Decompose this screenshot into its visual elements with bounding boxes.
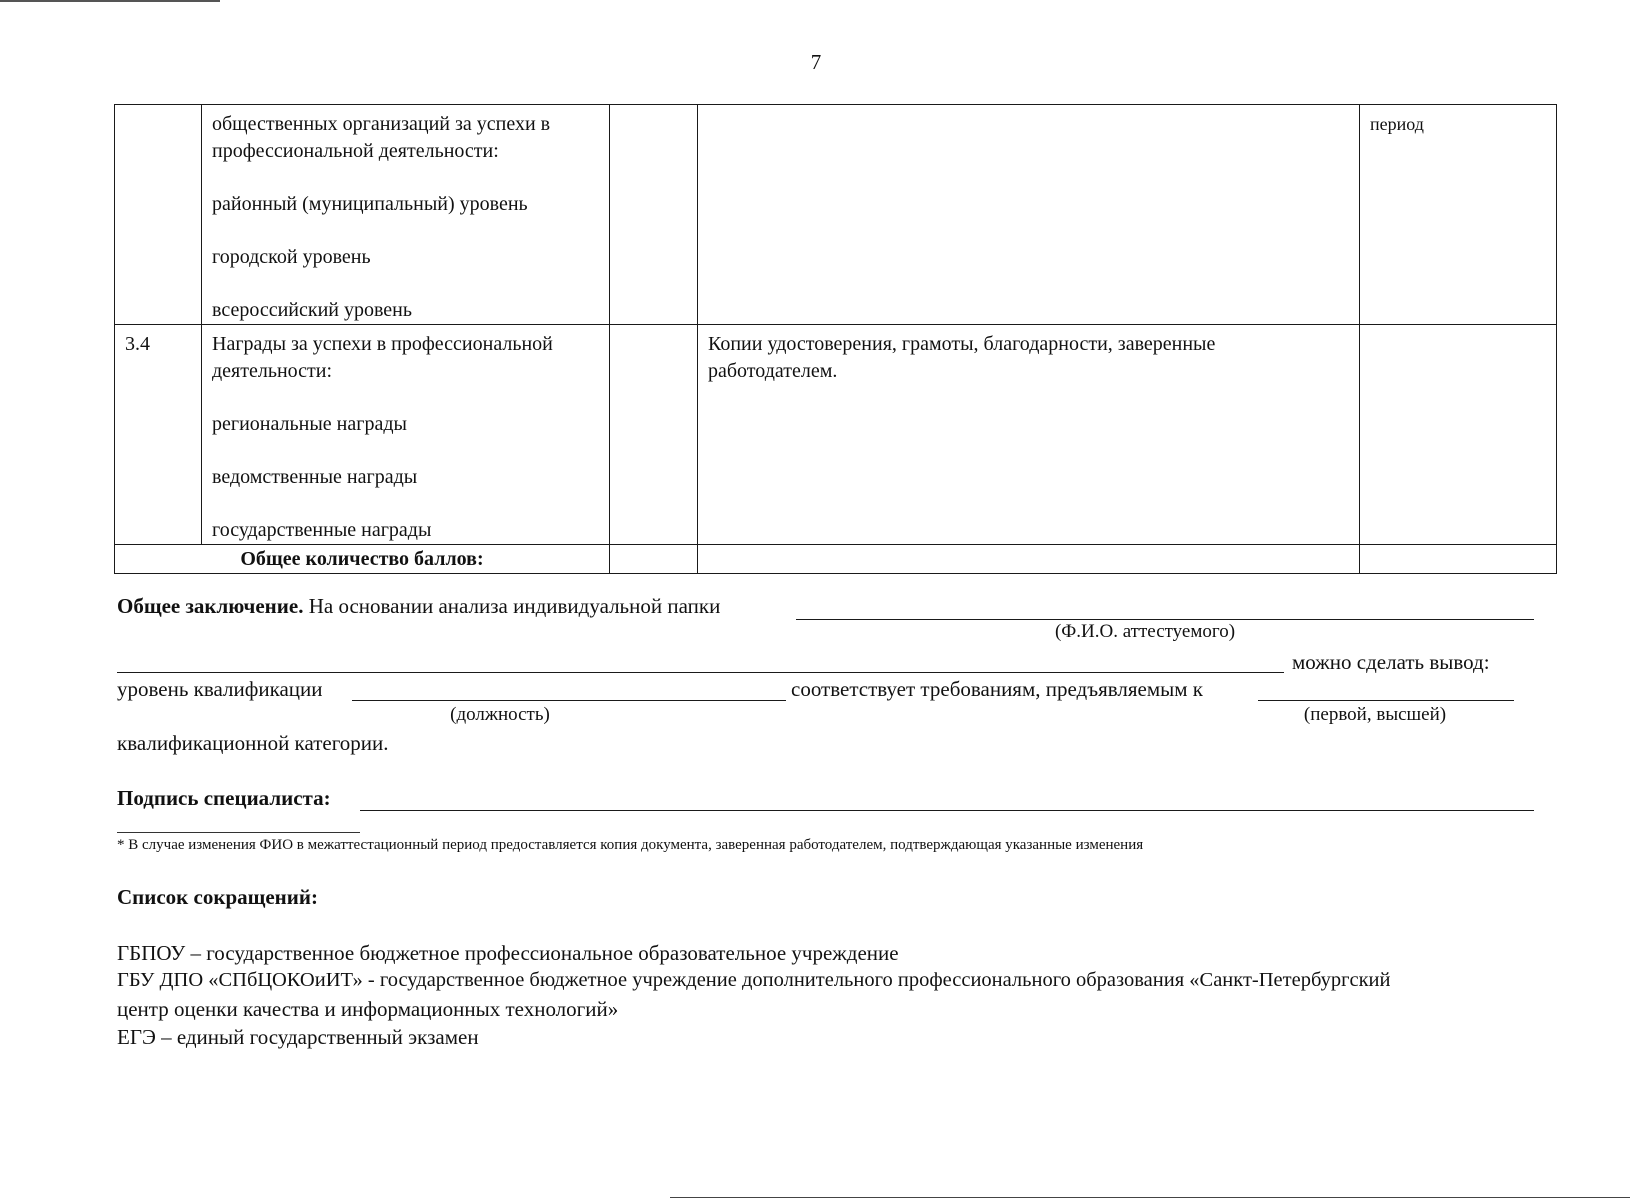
row-number-cell: 3.4 — [115, 325, 202, 545]
criterion-line: региональные награды — [212, 413, 407, 435]
score-cell — [610, 105, 698, 325]
category-blank-line — [1258, 700, 1514, 701]
criterion-line: городской уровень — [212, 246, 371, 268]
documents-cell — [698, 325, 1360, 545]
criterion-cell — [202, 325, 610, 545]
footnote: * В случае изменения ФИО в межаттестационный период предоставляется копия документа, заверенная работодателем, подтверждающая указанные изменения — [117, 837, 1144, 853]
criterion-line: деятельности: — [212, 360, 333, 382]
fio-continuation-line — [117, 672, 1284, 673]
signature-label: Подпись специалиста: — [117, 786, 331, 810]
total-label: Общее количество баллов: — [115, 545, 610, 574]
documents-text: Копии удостоверения, грамоты, благодарности, заверенные работодателем. — [708, 333, 1216, 382]
criterion-line: всероссийский уровень — [212, 299, 413, 321]
abbreviation-line: ЕГЭ – единый государственный экзамен — [117, 1025, 479, 1049]
note-cell — [1360, 325, 1557, 545]
qualification-label: уровень квалификации — [117, 677, 323, 701]
conclusion-line-1 — [117, 594, 720, 619]
total-note-cell — [1360, 545, 1557, 574]
position-hint: (должность) — [450, 704, 550, 725]
abbreviations-title: Список сокращений: — [117, 885, 318, 909]
signature-line — [360, 810, 1534, 811]
row-number-cell — [115, 105, 202, 325]
criteria-table — [114, 104, 1557, 574]
category-hint: (первой, высшей) — [1303, 704, 1447, 725]
criterion-line: районный (муниципальный) уровень — [212, 193, 528, 215]
table-row — [115, 105, 1557, 325]
category-text: квалификационной категории. — [117, 731, 389, 755]
criterion-line: профессиональной деятельности: — [212, 140, 499, 162]
fio-blank-line — [796, 619, 1534, 620]
position-blank-line — [352, 700, 786, 701]
criterion-cell — [202, 105, 610, 325]
table-row — [115, 325, 1557, 545]
score-cell — [610, 325, 698, 545]
conclusion-title: Общее заключение. — [117, 594, 304, 618]
total-documents-cell — [698, 545, 1360, 574]
requirements-text: соответствует требованиям, предъявляемым к — [791, 677, 1203, 701]
fio-hint: (Ф.И.О. аттестуемого) — [1054, 621, 1236, 642]
conclusion-text-2: можно сделать вывод: — [1292, 650, 1490, 674]
criterion-line: общественных организаций за успехи в — [212, 113, 551, 135]
scan-edge-bottom — [670, 1197, 1630, 1198]
abbreviation-line: центр оценки качества и информационных технологий» — [117, 997, 619, 1021]
footnote-rule — [117, 832, 360, 833]
documents-cell — [698, 105, 1360, 325]
criterion-line: ведомственные награды — [212, 466, 418, 488]
criterion-line: государственные награды — [212, 519, 432, 541]
conclusion-text: На основании анализа индивидуальной папки — [308, 594, 721, 618]
note-cell: период — [1360, 105, 1557, 325]
criterion-line: Награды за успехи в профессиональной — [212, 333, 553, 355]
total-score-cell — [610, 545, 698, 574]
abbreviation-line: ГБПОУ – государственное бюджетное профессиональное образовательное учреждение — [117, 941, 899, 965]
abbreviation-line: ГБУ ДПО «СПбЦОКОиИТ» - государственное бюджетное учреждение дополнительного профессионального образования «Санкт-Петербургский — [117, 969, 1391, 991]
page-number: 7 — [810, 50, 822, 74]
scan-edge-top — [0, 0, 220, 2]
total-row — [115, 545, 1557, 574]
